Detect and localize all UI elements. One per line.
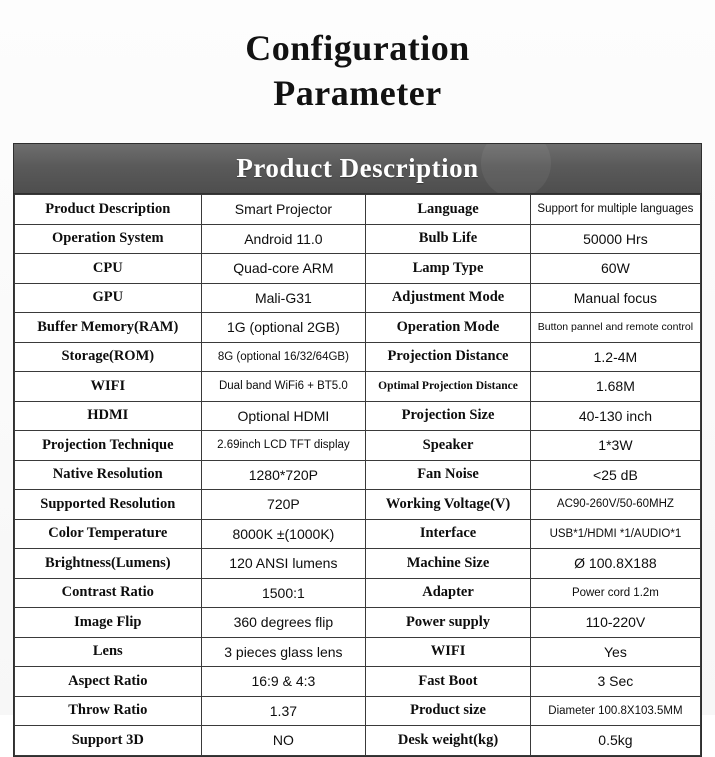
table-row: [15, 283, 701, 313]
table-row: [15, 372, 701, 402]
table-row: [15, 726, 701, 756]
row-value-left: Optional HDMI: [201, 401, 366, 431]
row-label-right: Desk weight(kg): [366, 726, 531, 756]
row-value-left: 1280*720P: [201, 460, 366, 490]
page-title: [0, 0, 715, 125]
row-label-left: CPU: [15, 254, 202, 284]
table-row: [15, 490, 701, 520]
row-value-right: 0.5kg: [530, 726, 700, 756]
table-row: [15, 519, 701, 549]
row-value-right: Yes: [530, 637, 700, 667]
table-header-title: Product Description: [236, 153, 479, 183]
table-row: [15, 608, 701, 638]
row-value-left: Dual band WiFi6 + BT5.0: [201, 372, 366, 402]
row-label-right: Bulb Life: [366, 224, 531, 254]
row-label-left: Supported Resolution: [15, 490, 202, 520]
row-value-left: 720P: [201, 490, 366, 520]
row-value-left: 3 pieces glass lens: [201, 637, 366, 667]
row-label-left: Aspect Ratio: [15, 667, 202, 697]
row-value-right: 1.68M: [530, 372, 700, 402]
row-label-right: Product size: [366, 696, 531, 726]
row-label-right: Language: [366, 195, 531, 225]
row-label-left: Native Resolution: [15, 460, 202, 490]
row-value-right: USB*1/HDMI *1/AUDIO*1: [530, 519, 700, 549]
row-label-right: Fast Boot: [366, 667, 531, 697]
row-value-left: Smart Projector: [201, 195, 366, 225]
table-row: [15, 637, 701, 667]
row-label-left: Image Flip: [15, 608, 202, 638]
row-label-right: WIFI: [366, 637, 531, 667]
row-label-right: Optimal Projection Distance: [366, 372, 531, 402]
row-value-left: 1.37: [201, 696, 366, 726]
row-label-left: Buffer Memory(RAM): [15, 313, 202, 343]
specification-table: [13, 143, 702, 757]
row-value-right: 60W: [530, 254, 700, 284]
table-row: [15, 195, 701, 225]
row-label-right: Adapter: [366, 578, 531, 608]
row-label-right: Interface: [366, 519, 531, 549]
row-value-right: 50000 Hrs: [530, 224, 700, 254]
row-label-left: Storage(ROM): [15, 342, 202, 372]
row-label-right: Fan Noise: [366, 460, 531, 490]
page-title-line-2: Parameter: [273, 72, 442, 113]
table-row: [15, 696, 701, 726]
table-row: [15, 224, 701, 254]
row-label-left: GPU: [15, 283, 202, 313]
row-value-right: Manual focus: [530, 283, 700, 313]
row-value-right: <25 dB: [530, 460, 700, 490]
table-row: [15, 460, 701, 490]
table-row: [15, 401, 701, 431]
row-label-left: Color Temperature: [15, 519, 202, 549]
row-value-left: 8000K ±(1000K): [201, 519, 366, 549]
row-label-left: Projection Technique: [15, 431, 202, 461]
table-header-bar: [14, 144, 701, 194]
row-value-right: 40-130 inch: [530, 401, 700, 431]
row-label-left: WIFI: [15, 372, 202, 402]
row-value-left: 360 degrees flip: [201, 608, 366, 638]
row-label-left: HDMI: [15, 401, 202, 431]
row-value-right: Diameter 100.8X103.5MM: [530, 696, 700, 726]
row-value-right: AC90-260V/50-60MHZ: [530, 490, 700, 520]
row-value-left: Quad-core ARM: [201, 254, 366, 284]
row-value-right: Power cord 1.2m: [530, 578, 700, 608]
row-label-left: Support 3D: [15, 726, 202, 756]
row-label-right: Working Voltage(V): [366, 490, 531, 520]
table-row: [15, 667, 701, 697]
table-row: [15, 578, 701, 608]
row-value-left: 1500:1: [201, 578, 366, 608]
row-label-right: Projection Size: [366, 401, 531, 431]
row-value-left: 8G (optional 16/32/64GB): [201, 342, 366, 372]
row-label-left: Contrast Ratio: [15, 578, 202, 608]
row-label-right: Power supply: [366, 608, 531, 638]
row-value-right: Ø 100.8X188: [530, 549, 700, 579]
row-value-right: 1*3W: [530, 431, 700, 461]
row-label-right: Machine Size: [366, 549, 531, 579]
row-label-left: Operation System: [15, 224, 202, 254]
row-value-left: 1G (optional 2GB): [201, 313, 366, 343]
row-value-left: 120 ANSI lumens: [201, 549, 366, 579]
row-value-left: NO: [201, 726, 366, 756]
row-value-right: 1.2-4M: [530, 342, 700, 372]
table-row: [15, 313, 701, 343]
row-label-right: Projection Distance: [366, 342, 531, 372]
row-label-left: Lens: [15, 637, 202, 667]
row-label-left: Brightness(Lumens): [15, 549, 202, 579]
row-label-right: Adjustment Mode: [366, 283, 531, 313]
row-value-right: Support for multiple languages: [530, 195, 700, 225]
row-label-left: Product Description: [15, 195, 202, 225]
page-title-line-1: Configuration: [245, 28, 470, 68]
table-row: [15, 254, 701, 284]
spec-table: [14, 194, 701, 756]
row-label-right: Speaker: [366, 431, 531, 461]
table-row: [15, 431, 701, 461]
row-value-right: 110-220V: [530, 608, 700, 638]
row-label-right: Operation Mode: [366, 313, 531, 343]
row-value-right: Button pannel and remote control: [530, 313, 700, 343]
table-row: [15, 342, 701, 372]
row-value-left: 16:9 & 4:3: [201, 667, 366, 697]
row-value-right: 3 Sec: [530, 667, 700, 697]
row-label-right: Lamp Type: [366, 254, 531, 284]
row-label-left: Throw Ratio: [15, 696, 202, 726]
row-value-left: Mali-G31: [201, 283, 366, 313]
table-row: [15, 549, 701, 579]
row-value-left: 2.69inch LCD TFT display: [201, 431, 366, 461]
row-value-left: Android 11.0: [201, 224, 366, 254]
